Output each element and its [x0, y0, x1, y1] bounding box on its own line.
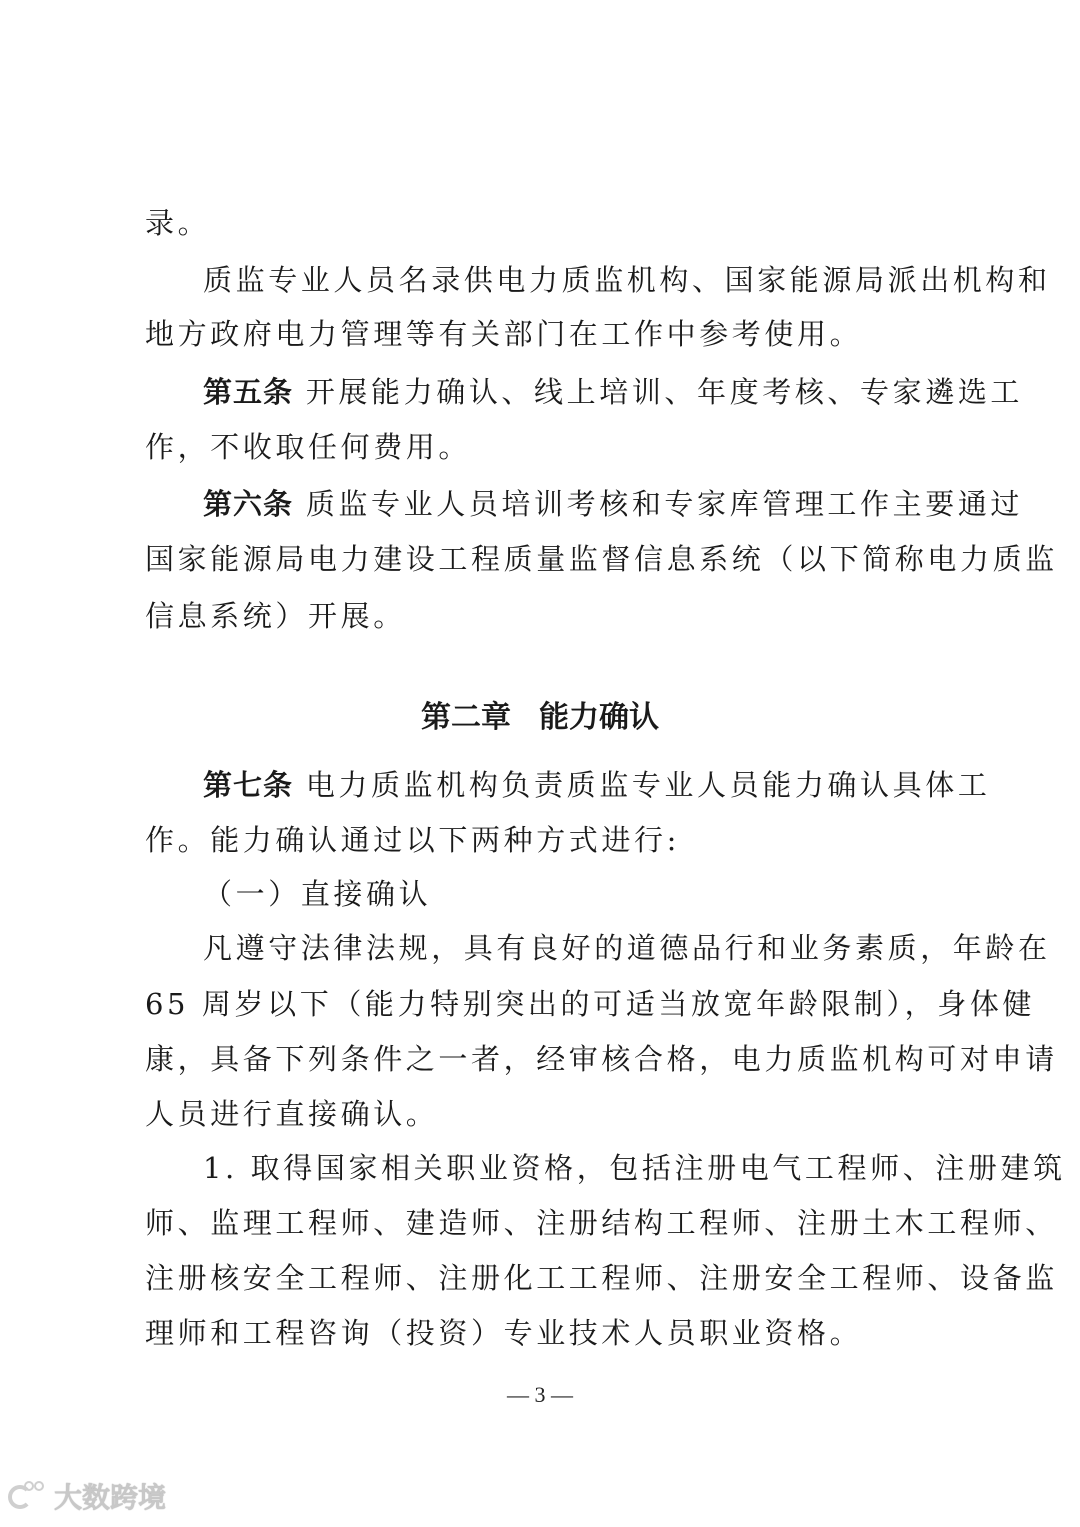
article-7-line: [203, 765, 1003, 805]
text-line: 作。能力确认通过以下两种方式进行:: [145, 823, 680, 857]
article-text: 开展能力确认、线上培训、年度考核、专家遴选工: [293, 375, 1024, 409]
watermark-text: 大数跨境: [54, 1481, 167, 1514]
text-line: 录。: [145, 206, 211, 240]
article-label: 第七条: [203, 768, 294, 802]
text-line: 作，不收取任何费用。: [145, 430, 472, 464]
page-number: — 3 —: [507, 1382, 573, 1407]
section-heading: （一）直接确认: [203, 877, 432, 911]
text-line: 理师和工程咨询（投资）专业技术人员职业资格。: [145, 1316, 863, 1350]
brand-logo-icon: [8, 1481, 46, 1511]
article-label: 第六条: [203, 487, 294, 521]
chapter-number: 第二章: [421, 700, 511, 735]
watermark: [8, 1476, 166, 1516]
text-line: 国家能源局电力建设工程质量监督信息系统（以下简称电力质监: [145, 542, 1058, 576]
article-text: 质监专业人员培训考核和专家库管理工作主要通过: [293, 487, 1024, 521]
article-text: 电力质监机构负责质监专业人员能力确认具体工: [293, 768, 991, 802]
list-item-1: 1. 取得国家相关职业资格，包括注册电气工程师、注册建筑: [203, 1151, 1066, 1185]
text-line: 师、监理工程师、建造师、注册结构工程师、注册土木工程师、: [145, 1206, 1058, 1240]
article-label: 第五条: [203, 375, 294, 409]
article-6-line: [203, 484, 1024, 524]
text-line: 凡遵守法律法规，具有良好的道德品行和业务素质，年龄在: [203, 931, 1051, 965]
text-line: 注册核安全工程师、注册化工工程师、注册安全工程师、设备监: [145, 1261, 1058, 1295]
text-line: 质监专业人员名录供电力质监机构、国家能源局派出机构和: [203, 263, 1051, 297]
text-line: 信息系统）开展。: [145, 599, 406, 633]
text-line: 65 周岁以下（能力特别突出的可适当放宽年龄限制），身体健: [145, 987, 1036, 1021]
text-line: 康，具备下列条件之一者，经审核合格，电力质监机构可对申请: [145, 1042, 1058, 1076]
chapter-title: 能力确认: [539, 700, 659, 735]
text-line: 地方政府电力管理等有关部门在工作中参考使用。: [145, 317, 863, 351]
text-line: 人员进行直接确认。: [145, 1097, 439, 1131]
chapter-heading: [0, 698, 1080, 738]
article-5-line: [203, 372, 1024, 412]
